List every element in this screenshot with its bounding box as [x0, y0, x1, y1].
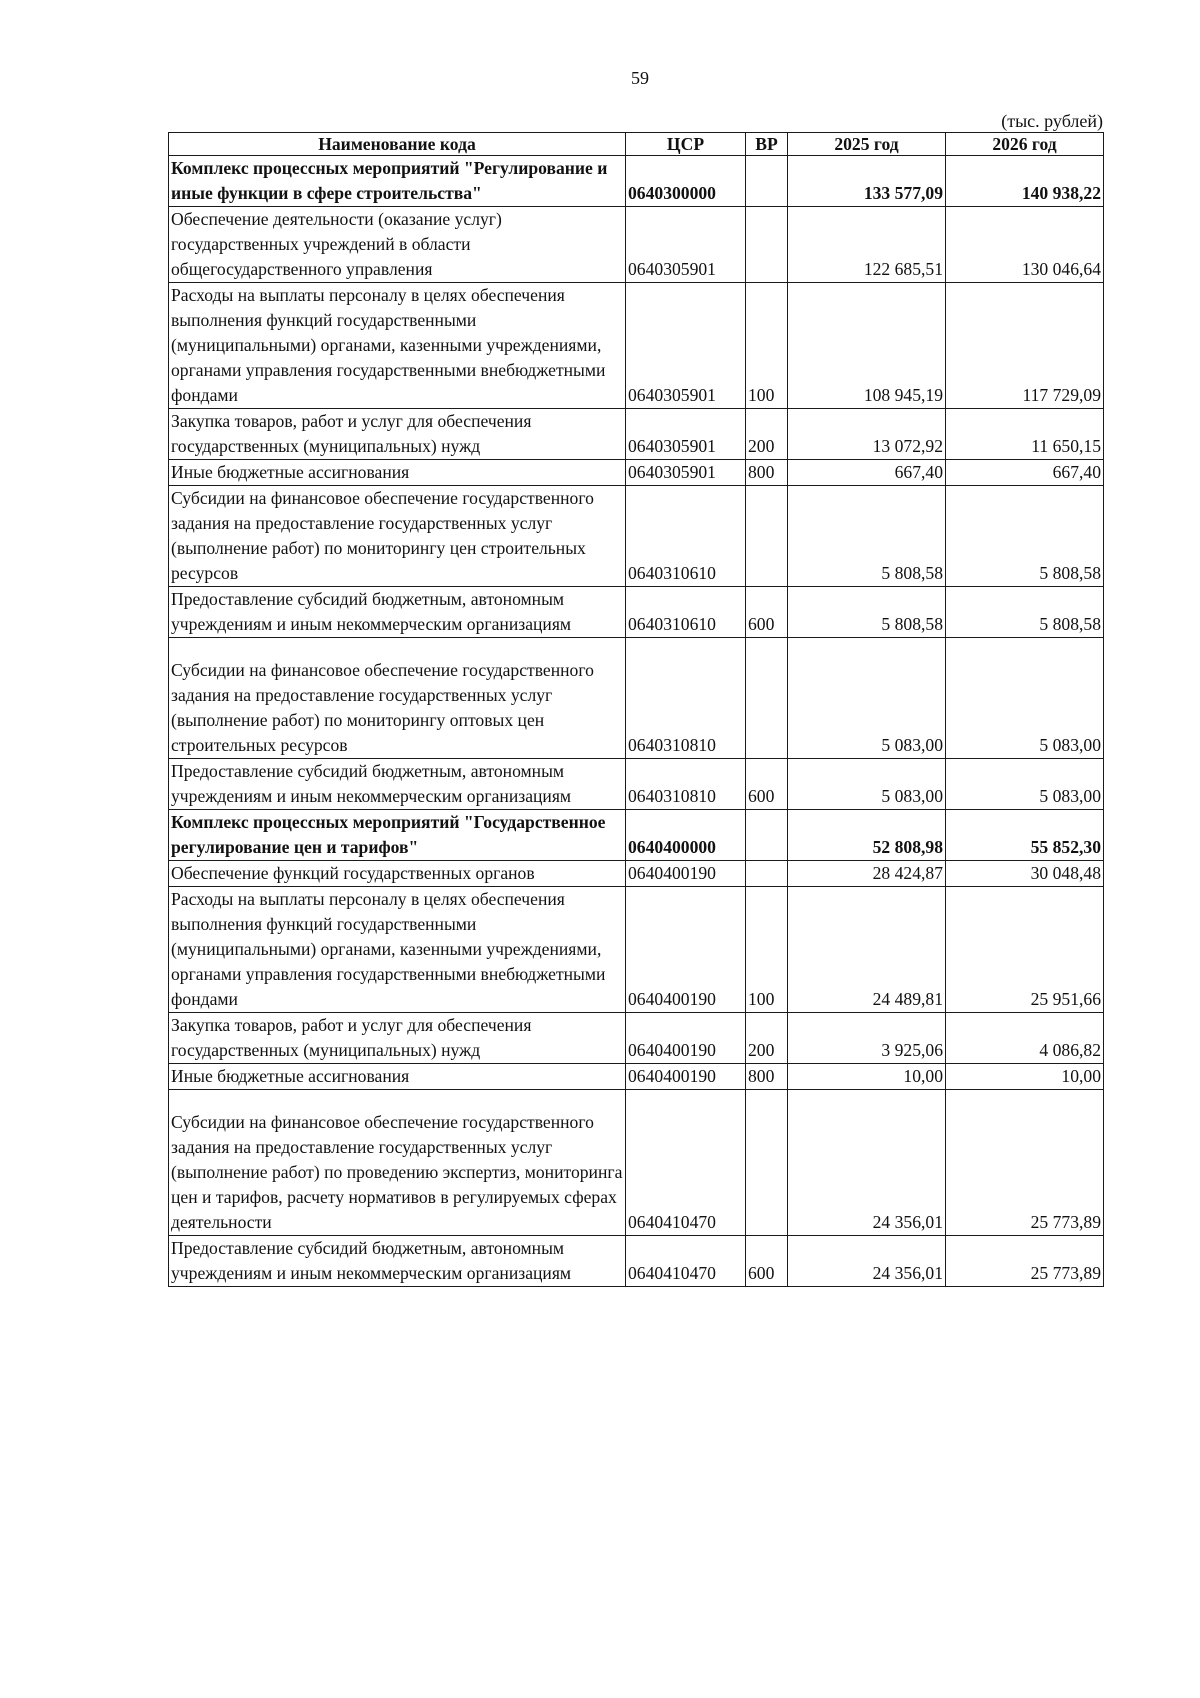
cell-vr: 800 [746, 1064, 788, 1090]
cell-vr: 800 [746, 460, 788, 486]
cell-2025: 28 424,87 [788, 861, 946, 887]
cell-csr: 0640400190 [626, 1013, 746, 1064]
units-label: (тыс. рублей) [1001, 111, 1103, 131]
cell-2026: 5 808,58 [946, 587, 1104, 638]
cell-2025: 5 808,58 [788, 486, 946, 587]
cell-vr [746, 207, 788, 283]
cell-2026: 25 773,89 [946, 1090, 1104, 1236]
cell-vr [746, 810, 788, 861]
cell-vr: 600 [746, 1236, 788, 1287]
cell-2026: 25 773,89 [946, 1236, 1104, 1287]
cell-name: Обеспечение деятельности (оказание услуг) государственных учреждений в области общегосударственного управления [169, 207, 626, 283]
cell-2025: 10,00 [788, 1064, 946, 1090]
cell-vr [746, 486, 788, 587]
table-row [169, 486, 1104, 587]
table-row [169, 1064, 1104, 1090]
cell-csr: 0640305901 [626, 409, 746, 460]
cell-2025: 3 925,06 [788, 1013, 946, 1064]
cell-csr: 0640305901 [626, 207, 746, 283]
cell-name: Комплекс процессных мероприятий "Государственное регулирование цен и тарифов" [169, 810, 626, 861]
cell-2026: 10,00 [946, 1064, 1104, 1090]
cell-2026: 5 083,00 [946, 638, 1104, 759]
cell-2026: 5 808,58 [946, 486, 1104, 587]
cell-2026: 55 852,30 [946, 810, 1104, 861]
cell-2025: 108 945,19 [788, 283, 946, 409]
cell-csr: 0640305901 [626, 460, 746, 486]
table-row [169, 1236, 1104, 1287]
table-row [169, 283, 1104, 409]
cell-name: Иные бюджетные ассигнования [169, 460, 626, 486]
cell-vr [746, 638, 788, 759]
cell-2025: 667,40 [788, 460, 946, 486]
cell-2026: 117 729,09 [946, 283, 1104, 409]
cell-2025: 5 083,00 [788, 638, 946, 759]
cell-csr: 0640400000 [626, 810, 746, 861]
cell-vr [746, 156, 788, 207]
header-2025: 2025 год [788, 133, 946, 156]
cell-csr: 0640310810 [626, 759, 746, 810]
table-row [169, 1090, 1104, 1236]
cell-csr: 0640310810 [626, 638, 746, 759]
header-2026: 2026 год [946, 133, 1104, 156]
table-row [169, 861, 1104, 887]
cell-csr: 0640410470 [626, 1236, 746, 1287]
cell-2025: 24 489,81 [788, 887, 946, 1013]
table-row [169, 887, 1104, 1013]
cell-name: Обеспечение функций государственных органов [169, 861, 626, 887]
page-number: 59 [631, 68, 649, 88]
cell-vr: 600 [746, 759, 788, 810]
cell-name: Закупка товаров, работ и услуг для обеспечения государственных (муниципальных) нужд [169, 1013, 626, 1064]
cell-vr: 200 [746, 1013, 788, 1064]
table-row [169, 460, 1104, 486]
table-row [169, 759, 1104, 810]
cell-name: Субсидии на финансовое обеспечение государственного задания на предоставление государственных услуг (выполнение работ) по проведению экспертиз, мониторинга цен и тарифов, расчету нормативов в регулируемых сферах деятельности [169, 1090, 626, 1236]
cell-2025: 13 072,92 [788, 409, 946, 460]
cell-vr [746, 861, 788, 887]
table-row [169, 409, 1104, 460]
cell-csr: 0640410470 [626, 1090, 746, 1236]
header-vr: ВР [746, 133, 788, 156]
cell-csr: 0640310610 [626, 486, 746, 587]
table-row [169, 810, 1104, 861]
cell-2026: 30 048,48 [946, 861, 1104, 887]
cell-name: Субсидии на финансовое обеспечение государственного задания на предоставление государственных услуг (выполнение работ) по мониторингу оптовых цен строительных ресурсов [169, 638, 626, 759]
cell-name: Иные бюджетные ассигнования [169, 1064, 626, 1090]
cell-name: Расходы на выплаты персоналу в целях обеспечения выполнения функций государственными (муниципальными) органами, казенными учреждениями, органами управления государственными внебюджетными фондами [169, 887, 626, 1013]
cell-name: Предоставление субсидий бюджетным, автономным учреждениям и иным некоммерческим организациям [169, 759, 626, 810]
table-row [169, 1013, 1104, 1064]
cell-name: Предоставление субсидий бюджетным, автономным учреждениям и иным некоммерческим организациям [169, 1236, 626, 1287]
cell-2025: 52 808,98 [788, 810, 946, 861]
header-csr: ЦСР [626, 133, 746, 156]
cell-csr: 0640300000 [626, 156, 746, 207]
cell-2025: 5 808,58 [788, 587, 946, 638]
table-row [169, 207, 1104, 283]
cell-csr: 0640305901 [626, 283, 746, 409]
cell-csr: 0640400190 [626, 861, 746, 887]
table-row [169, 638, 1104, 759]
cell-vr: 100 [746, 887, 788, 1013]
cell-2026: 11 650,15 [946, 409, 1104, 460]
cell-2026: 4 086,82 [946, 1013, 1104, 1064]
header-row [169, 133, 1104, 156]
cell-name: Субсидии на финансовое обеспечение государственного задания на предоставление государственных услуг (выполнение работ) по мониторингу цен строительных ресурсов [169, 486, 626, 587]
cell-2026: 130 046,64 [946, 207, 1104, 283]
cell-vr: 100 [746, 283, 788, 409]
header-name: Наименование кода [169, 133, 626, 156]
cell-name: Расходы на выплаты персоналу в целях обеспечения выполнения функций государственными (муниципальными) органами, казенными учреждениями, органами управления государственными внебюджетными фондами [169, 283, 626, 409]
cell-2026: 25 951,66 [946, 887, 1104, 1013]
cell-name: Закупка товаров, работ и услуг для обеспечения государственных (муниципальных) нужд [169, 409, 626, 460]
table-row [169, 587, 1104, 638]
cell-vr: 600 [746, 587, 788, 638]
cell-csr: 0640400190 [626, 1064, 746, 1090]
table-row [169, 156, 1104, 207]
cell-2025: 5 083,00 [788, 759, 946, 810]
cell-2025: 24 356,01 [788, 1236, 946, 1287]
cell-2026: 667,40 [946, 460, 1104, 486]
budget-table [168, 132, 1104, 1287]
cell-vr [746, 1090, 788, 1236]
cell-2026: 5 083,00 [946, 759, 1104, 810]
cell-2025: 133 577,09 [788, 156, 946, 207]
cell-csr: 0640400190 [626, 887, 746, 1013]
cell-csr: 0640310610 [626, 587, 746, 638]
cell-name: Предоставление субсидий бюджетным, автономным учреждениям и иным некоммерческим организациям [169, 587, 626, 638]
cell-2026: 140 938,22 [946, 156, 1104, 207]
cell-2025: 122 685,51 [788, 207, 946, 283]
cell-2025: 24 356,01 [788, 1090, 946, 1236]
table-body [169, 156, 1104, 1287]
cell-vr: 200 [746, 409, 788, 460]
cell-name: Комплекс процессных мероприятий "Регулирование и иные функции в сфере строительства" [169, 156, 626, 207]
